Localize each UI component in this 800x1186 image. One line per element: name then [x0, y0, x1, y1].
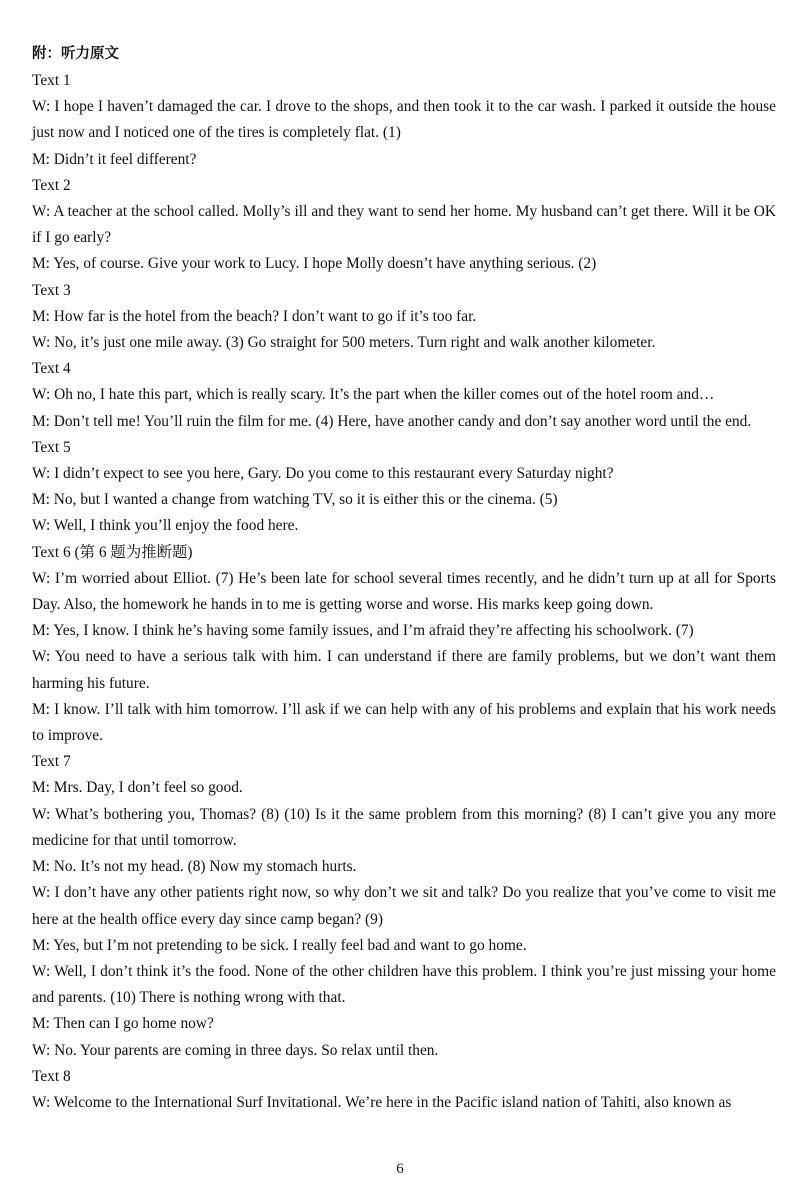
transcript-line: W: Oh no, I hate this part, which is really scary. It’s the part when the killer comes out of the hotel room and… [32, 386, 715, 404]
transcript-line: W: No. Your parents are coming in three days. So relax until then. [32, 1041, 439, 1059]
transcript-line: W: I hope I haven’t damaged the car. I drove to the shops, and then took it to the car wash. I parked it outside the house just now and I noticed one of the tires is completely flat. (1) [32, 98, 776, 142]
transcript-line: M: Don’t tell me! You’ll ruin the film for me. (4) Here, have another candy and don’t say another word until the end. [32, 412, 752, 430]
transcript-line: W: Well, I think you’ll enjoy the food here. [32, 517, 299, 535]
transcript-line: M: Yes, of course. Give your work to Lucy. I hope Molly doesn’t have anything serious. (2) [32, 255, 597, 273]
section-heading: 附：听力原文 [32, 46, 119, 62]
transcript-line: W: What’s bothering you, Thomas? (8) (10) Is it the same problem from this morning? (8) I can’t give you any more medicine for that until tomorrow. [32, 805, 776, 849]
transcript-line: M: How far is the hotel from the beach? I don’t want to go if it’s too far. [32, 307, 477, 325]
text-5-title: Text 5 [32, 438, 71, 456]
transcript-line: W: Welcome to the International Surf Invitational. We’re here in the Pacific island nation of Tahiti, also known as [32, 1093, 732, 1111]
transcript-line: M: No. It’s not my head. (8) Now my stomach hurts. [32, 858, 357, 876]
transcript-line: W: I’m worried about Elliot. (7) He’s been late for school several times recently, and he didn’t turn up at all for Sports Day. Also, the homework he hands in to me is getting worse and worse. His marks keep going down. [32, 569, 776, 614]
transcript-page [32, 42, 776, 1116]
text-2-title: Text 2 [32, 176, 71, 194]
transcript-line: W: A teacher at the school called. Molly’s ill and they want to send her home. My husband can’t get there. Will it be OK if I go early? [32, 203, 776, 247]
text-4-title: Text 4 [32, 360, 71, 378]
text-3-title: Text 3 [32, 281, 71, 299]
transcript-line: M: Didn’t it feel different? [32, 150, 197, 168]
transcript-line: W: I didn’t expect to see you here, Gary. Do you come to this restaurant every Saturday night? [32, 465, 614, 483]
transcript-line: M: Mrs. Day, I don’t feel so good. [32, 779, 243, 797]
transcript-line: M: Yes, but I’m not pretending to be sick. I really feel bad and want to go home. [32, 936, 527, 954]
transcript-line: W: Well, I don’t think it’s the food. None of the other children have this problem. I think you’re just missing your home and parents. (10) There is nothing wrong with that. [32, 962, 776, 1007]
transcript-line: W: I don’t have any other patients right now, so why don’t we sit and talk? Do you realize that you’ve come to visit me here at the health office every day since camp began? (9) [32, 884, 776, 928]
transcript-line: M: Yes, I know. I think he’s having some family issues, and I’m afraid they’re affecting his schoolwork. (7) [32, 622, 694, 640]
page-number: 6 [396, 1161, 404, 1177]
transcript-line: W: No, it’s just one mile away. (3) Go straight for 500 meters. Turn right and walk another kilometer. [32, 334, 656, 352]
text-1-title: Text 1 [32, 72, 71, 89]
text-6-title: Text 6 (第 6 题为推断题) [32, 543, 193, 561]
transcript-line: M: I know. I’ll talk with him tomorrow. I’ll ask if we can help with any of his problems and explain that his work needs to improve. [32, 700, 776, 745]
transcript-line: W: You need to have a serious talk with him. I can understand if there are family problems, but we don’t want them harming his future. [32, 648, 776, 692]
text-7-title: Text 7 [32, 753, 71, 771]
transcript-line: M: Then can I go home now? [32, 1015, 214, 1033]
text-8-title: Text 8 [32, 1067, 71, 1085]
transcript-line: M: No, but I wanted a change from watching TV, so it is either this or the cinema. (5) [32, 491, 558, 509]
